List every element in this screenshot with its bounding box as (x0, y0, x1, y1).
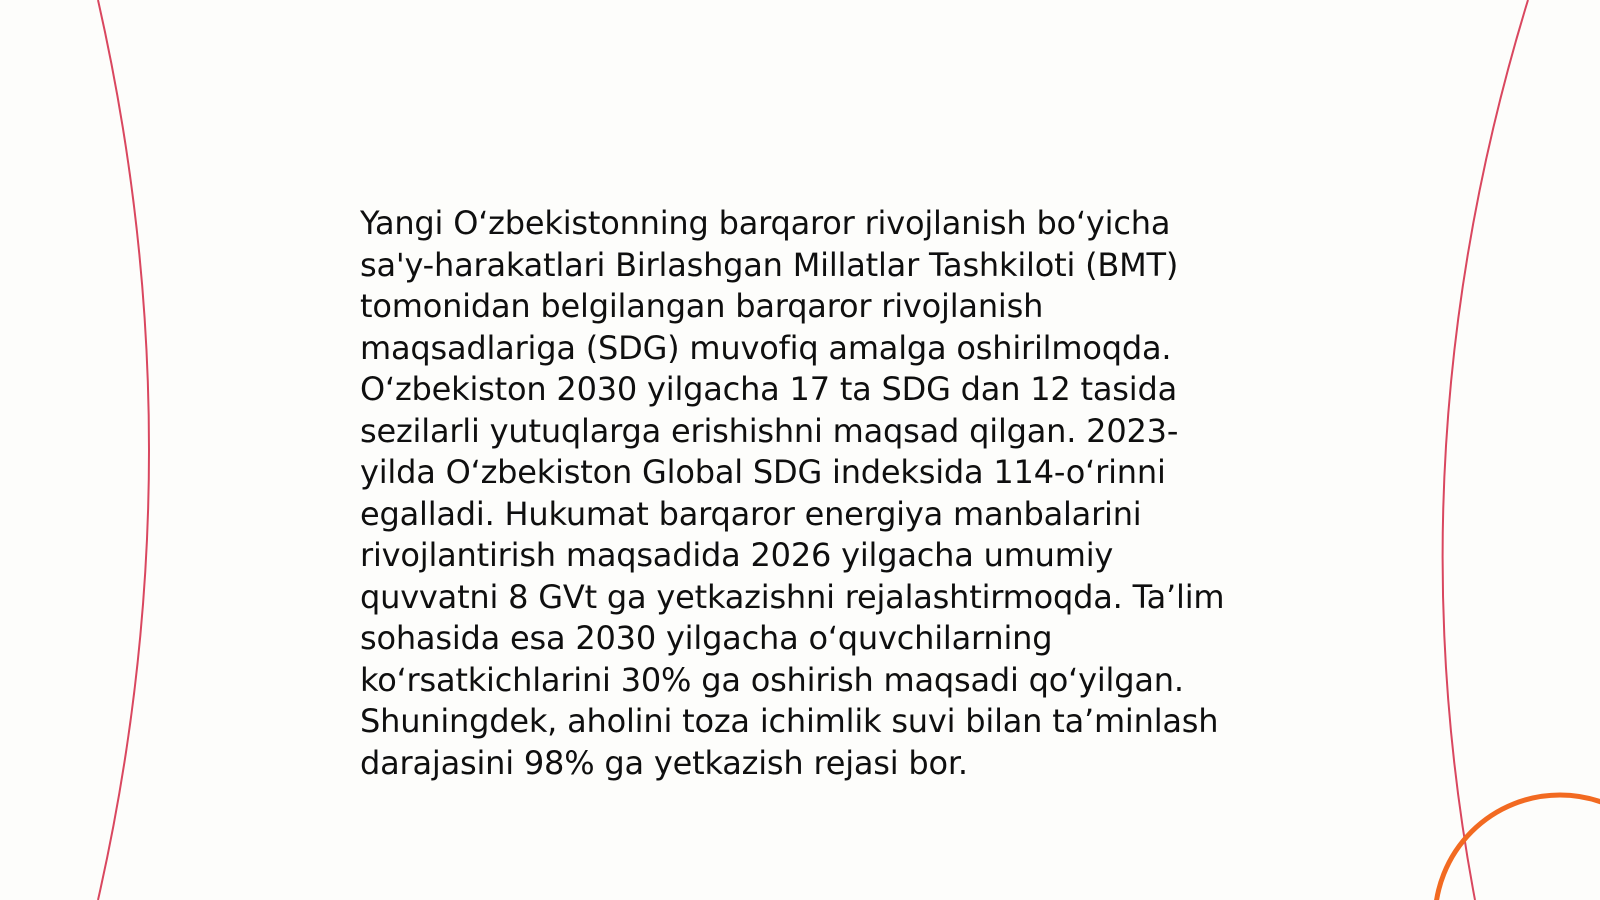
paragraph-line: sohasida esa 2030 yilgacha o‘quvchilarning (360, 619, 1053, 657)
paragraph-line: O‘zbekiston 2030 yilgacha 17 ta SDG dan 12 tasida (360, 370, 1177, 408)
paragraph-line: sezilarli yutuqlarga erishishni maqsad qilgan. 2023- (360, 411, 1179, 450)
paragraph-line: Yangi O‘zbekistonning barqaror rivojlanish bo‘yicha (360, 204, 1171, 242)
paragraph-line: Shuningdek, aholini toza ichimlik suvi bilan ta’minlash (360, 702, 1219, 740)
paragraph-line: tomonidan belgilangan barqaror rivojlanish (360, 287, 1044, 325)
paragraph-line: ko‘rsatkichlarini 30% ga oshirish maqsadi qo‘yilgan. (360, 660, 1184, 699)
paragraph-line: rivojlantirish maqsadida 2026 yilgacha umumiy (360, 536, 1114, 574)
right-decorative-arc (1443, 0, 1528, 900)
paragraph-line: yilda O‘zbekiston Global SDG indeksida 114-o‘rinni (360, 453, 1166, 491)
paragraph-line: egalladi. Hukumat barqaror energiya manbalarini (360, 494, 1142, 533)
body-paragraph (360, 203, 1260, 784)
paragraph-line: maqsadlariga (SDG) muvofiq amalga oshirilmoqda. (360, 328, 1172, 367)
paragraph-line: sa'y-harakatlari Birlashgan Millatlar Tashkiloti (BMT) (360, 245, 1179, 284)
paragraph-line: quvvatni 8 GVt ga yetkazishni rejalashtirmoqda. Ta’lim (360, 577, 1225, 616)
left-decorative-arc (98, 0, 149, 900)
paragraph-line: darajasini 98% ga yetkazish rejasi bor. (360, 743, 968, 782)
